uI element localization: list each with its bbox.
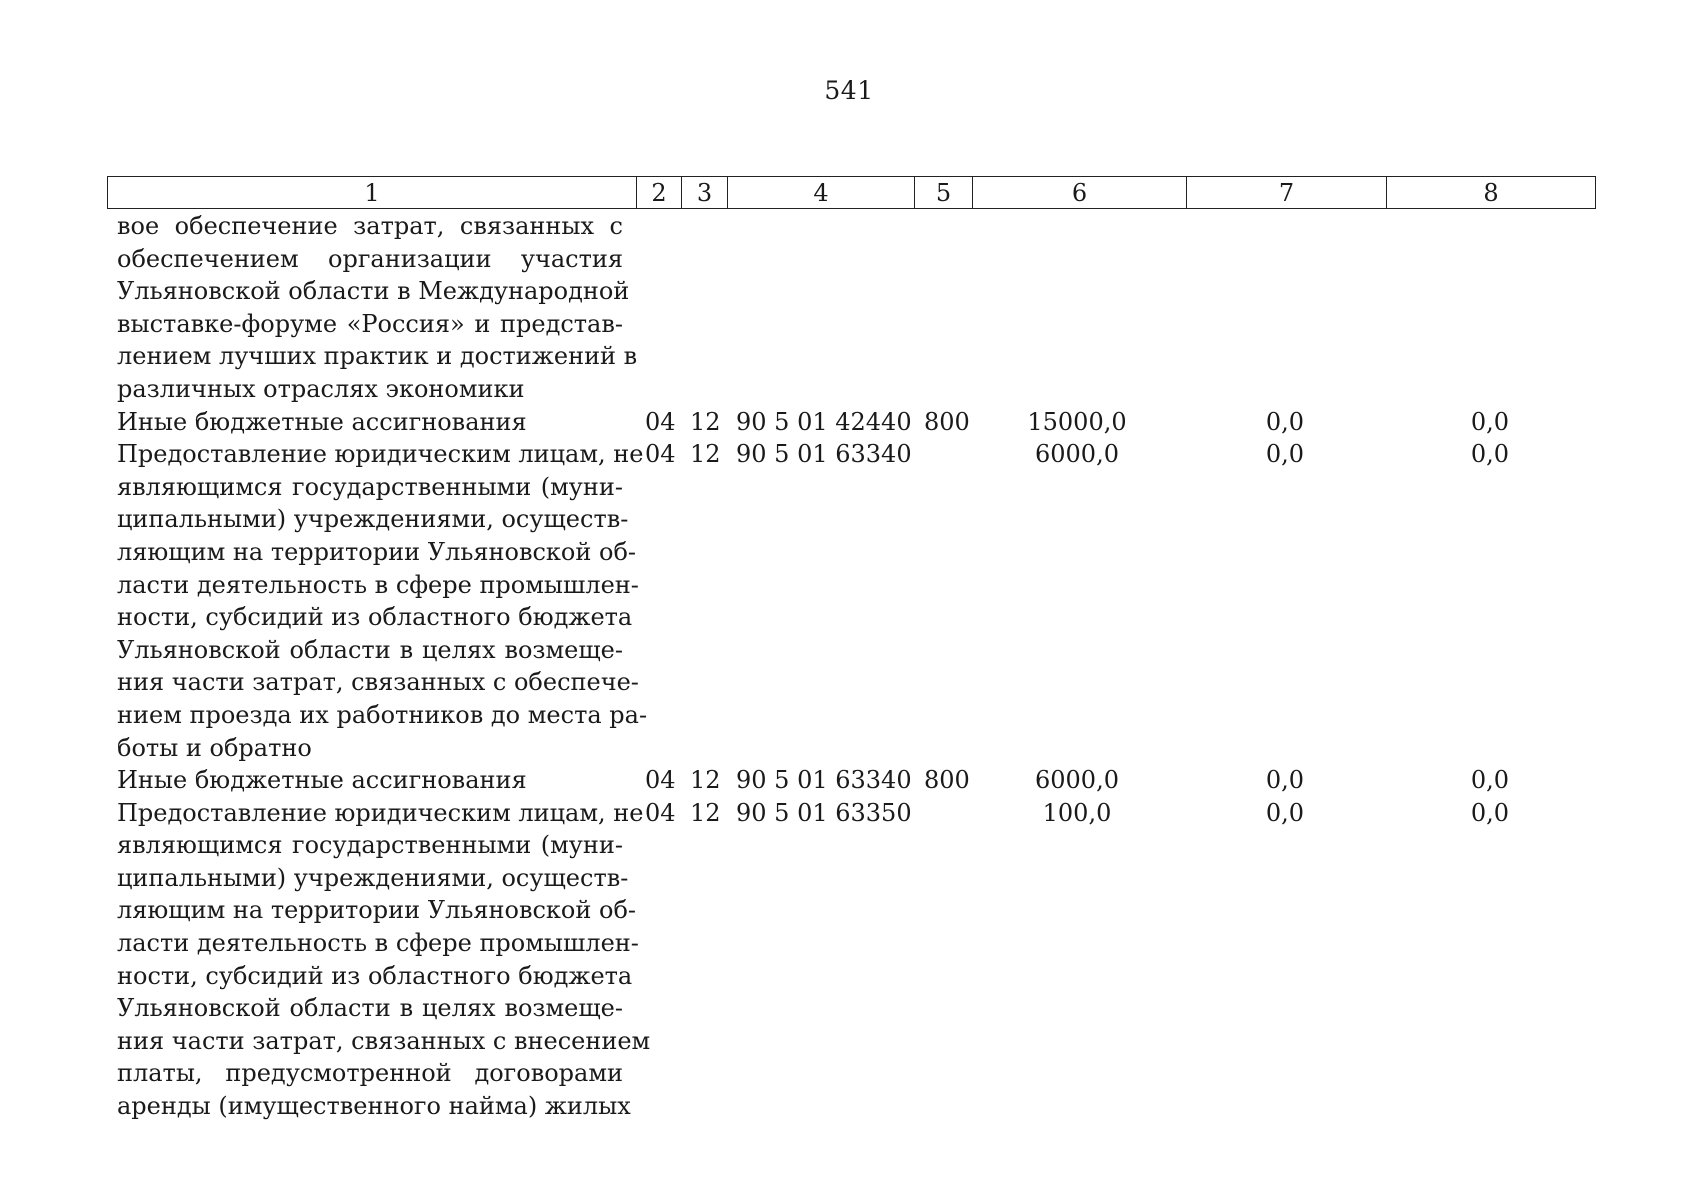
description-line: нием проезда их работников до места ра- — [117, 700, 648, 729]
section-code: 04 — [645, 766, 676, 795]
header-col-7: 7 — [1187, 177, 1387, 209]
table-row — [0, 438, 1698, 764]
amount-col-6: 6000,0 — [1035, 766, 1119, 795]
table-row — [0, 406, 1698, 439]
description-line: аренды (имущественного найма) жилых — [117, 1092, 631, 1121]
description-line: являющимся государственными (муни- — [117, 831, 623, 860]
amount-col-7: 0,0 — [1265, 766, 1305, 795]
row-description — [117, 210, 638, 406]
description-line: выставке-форуме «Россия» и представ- — [117, 309, 623, 338]
header-col-1: 1 — [108, 177, 637, 209]
description-line: Иные бюджетные ассигнования — [117, 766, 527, 795]
amount-col-8: 0,0 — [1470, 798, 1510, 827]
description-line: ляющим на территории Ульяновской об- — [117, 537, 637, 566]
expense-type-code: 800 — [924, 766, 970, 795]
table-body — [0, 210, 1698, 1123]
section-code: 04 — [645, 407, 676, 436]
column-header-table — [107, 176, 1596, 209]
description-line: обеспечением организации участия — [117, 244, 623, 273]
target-article-code: 90 5 01 63340 — [736, 440, 912, 469]
header-col-3: 3 — [682, 177, 728, 209]
row-description — [117, 438, 648, 764]
amount-col-8: 0,0 — [1470, 440, 1510, 469]
description-line: ляющим на территории Ульяновской об- — [117, 896, 637, 925]
description-line: различных отраслях экономики — [117, 374, 525, 403]
amount-col-7: 0,0 — [1265, 440, 1305, 469]
description-line: Ульяновской области в целях возмеще- — [117, 635, 623, 664]
table-row — [0, 764, 1698, 797]
row-description — [117, 406, 623, 439]
table-row — [0, 797, 1698, 1123]
header-col-4: 4 — [728, 177, 915, 209]
target-article-code: 90 5 01 63350 — [736, 798, 912, 827]
header-col-2: 2 — [637, 177, 682, 209]
description-line: ласти деятельность в сфере промышлен- — [117, 570, 639, 599]
description-line: ности, субсидий из областного бюджета — [117, 603, 633, 632]
description-line: вое обеспечение затрат, связанных с — [117, 212, 623, 240]
header-col-8: 8 — [1387, 177, 1596, 209]
description-line: ния части затрат, связанных с внесением — [117, 1026, 651, 1055]
description-line: платы, предусмотренной договорами — [117, 1059, 623, 1088]
section-code: 04 — [645, 440, 676, 469]
row-description — [117, 797, 651, 1123]
description-line: Ульяновской области в Международной — [117, 277, 630, 306]
description-line: лением лучших практик и достижений в — [117, 342, 638, 371]
expense-type-code: 800 — [924, 407, 970, 436]
row-description — [117, 764, 623, 797]
header-row — [108, 177, 1596, 209]
amount-col-8: 0,0 — [1470, 766, 1510, 795]
subsection-code: 12 — [690, 766, 721, 795]
description-line: ципальными) учреждениями, осуществ- — [117, 505, 629, 534]
amount-col-7: 0,0 — [1265, 407, 1305, 436]
description-line: ности, субсидий из областного бюджета — [117, 961, 633, 990]
subsection-code: 12 — [690, 798, 721, 827]
description-line: ципальными) учреждениями, осуществ- — [117, 863, 629, 892]
description-line: Иные бюджетные ассигнования — [117, 407, 527, 436]
section-code: 04 — [645, 798, 676, 827]
header-col-5: 5 — [915, 177, 973, 209]
amount-col-6: 100,0 — [1042, 798, 1112, 827]
amount-col-7: 0,0 — [1265, 798, 1305, 827]
description-line: Предоставление юридическим лицам, не — [117, 798, 644, 827]
page-number: 541 — [824, 76, 874, 105]
description-line: Ульяновской области в целях возмеще- — [117, 994, 623, 1023]
description-line: ния части затрат, связанных с обеспече- — [117, 668, 639, 697]
description-line: боты и обратно — [117, 733, 312, 762]
description-line: являющимся государственными (муни- — [117, 472, 623, 501]
subsection-code: 12 — [690, 440, 721, 469]
amount-col-8: 0,0 — [1470, 407, 1510, 436]
header-col-6: 6 — [973, 177, 1187, 209]
amount-col-6: 6000,0 — [1035, 440, 1119, 469]
target-article-code: 90 5 01 42440 — [736, 407, 912, 436]
amount-col-6: 15000,0 — [1027, 407, 1127, 436]
description-line: Предоставление юридическим лицам, не — [117, 440, 644, 469]
target-article-code: 90 5 01 63340 — [736, 766, 912, 795]
subsection-code: 12 — [690, 407, 721, 436]
description-line: ласти деятельность в сфере промышлен- — [117, 929, 639, 958]
table-row — [0, 210, 1698, 406]
